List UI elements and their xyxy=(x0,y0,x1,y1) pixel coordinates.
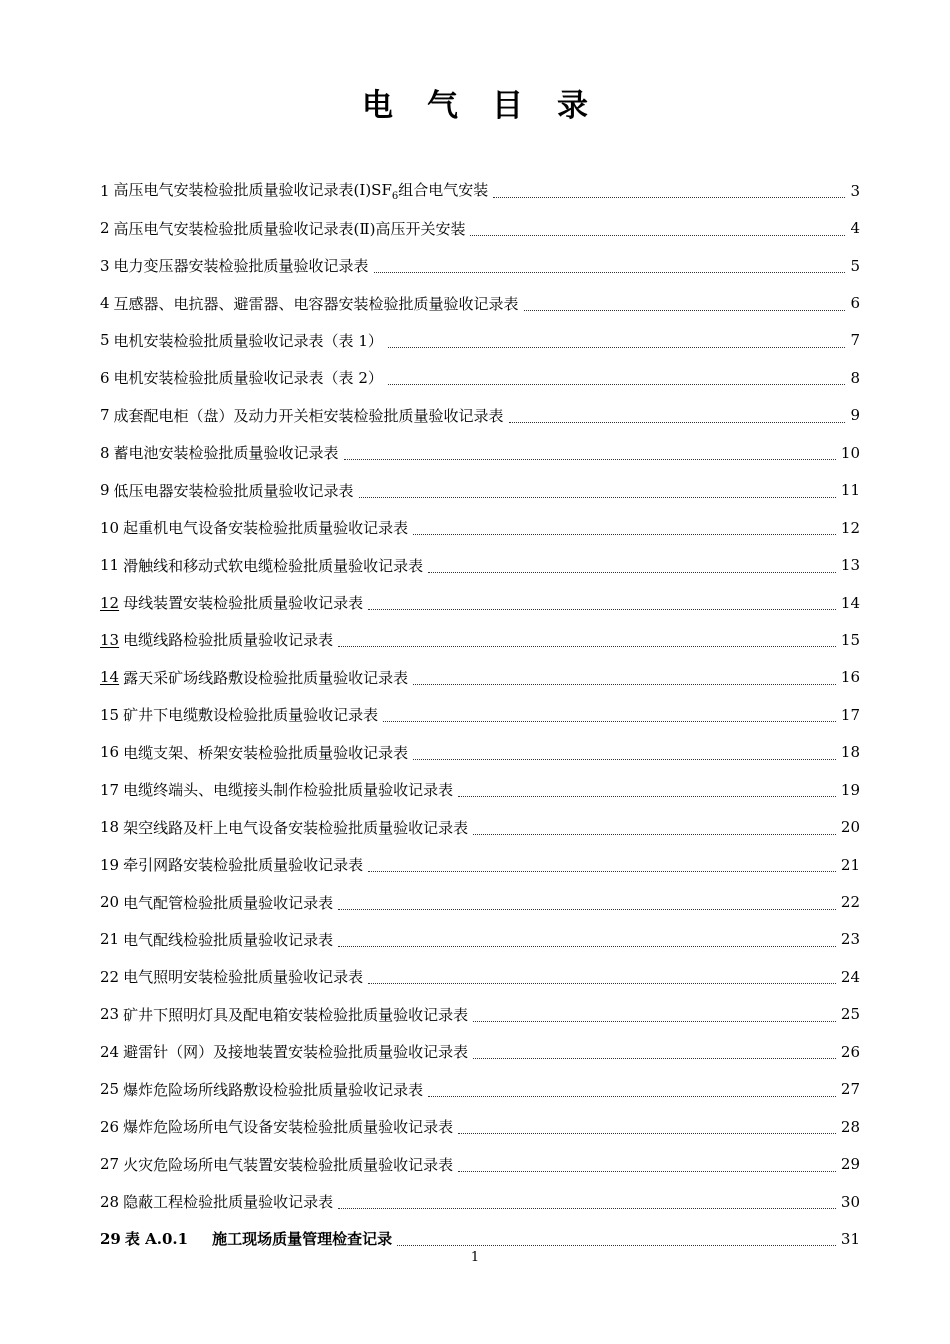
toc-entry-leader-dots xyxy=(338,928,836,947)
toc-entry-number: 3 xyxy=(100,256,110,275)
toc-entry[interactable] xyxy=(100,659,860,696)
toc-entry-title-text: 母线装置安装检验批质量验收记录表 xyxy=(123,594,364,613)
page-number: 1 xyxy=(470,1250,480,1265)
toc-entry-title xyxy=(119,629,333,650)
toc-entry-page-number: 23 xyxy=(840,930,860,949)
toc-entry-title xyxy=(119,592,363,613)
toc-entry-leader-dots xyxy=(338,628,836,647)
toc-entry[interactable] xyxy=(100,734,860,771)
toc-entry-number: 27 xyxy=(100,1155,120,1174)
toc-entry-title xyxy=(119,929,333,950)
toc-entry-page-number: 15 xyxy=(840,630,860,649)
toc-entry-page-number: 9 xyxy=(850,406,860,425)
toc-entry-page-number: 25 xyxy=(840,1005,860,1024)
toc-entry-number: 24 xyxy=(100,1042,120,1061)
toc-entry-title xyxy=(119,892,333,913)
toc-entry-title xyxy=(119,1079,423,1100)
toc-entry-title xyxy=(110,179,489,202)
toc-entry-title xyxy=(110,293,519,314)
toc-entry-page-number: 27 xyxy=(840,1080,860,1099)
toc-entry-title-text: 电气配线检验批质量验收记录表 xyxy=(123,930,334,949)
toc-entry-page-number: 31 xyxy=(840,1229,860,1248)
toc-entry-leader-dots xyxy=(368,853,836,872)
toc-entry-page-number: 29 xyxy=(840,1155,860,1174)
toc-entry[interactable] xyxy=(100,322,860,359)
toc-entry-page-number: 11 xyxy=(840,481,860,500)
toc-entry-page-number: 13 xyxy=(840,556,860,575)
toc-entry-leader-dots xyxy=(473,816,836,835)
toc-entry-leader-dots xyxy=(368,591,836,610)
toc-entry-page-number: 17 xyxy=(840,705,860,724)
toc-entry[interactable] xyxy=(100,996,860,1033)
toc-entry-title-text: 电缆终端头、电缆接头制作检验批质量验收记录表 xyxy=(123,781,454,800)
toc-entry[interactable] xyxy=(100,1108,860,1145)
toc-entry-leader-dots xyxy=(458,778,836,797)
toc-entry[interactable] xyxy=(100,472,860,509)
toc-entry-page-number: 24 xyxy=(840,967,860,986)
toc-entry-leader-dots xyxy=(359,479,836,498)
toc-entry-title-text: 低压电器安装检验批质量验收记录表 xyxy=(113,481,354,500)
toc-entry-title xyxy=(119,1116,453,1137)
toc-entry-number: 25 xyxy=(100,1080,120,1099)
toc-entry-page-number: 14 xyxy=(840,593,860,612)
toc-entry[interactable] xyxy=(100,247,860,284)
toc-entry-title xyxy=(121,1228,392,1249)
toc-entry-title-secondary: 施工现场质量管理检查记录 xyxy=(212,1230,393,1249)
toc-entry-number: 2 xyxy=(100,219,110,238)
toc-entry[interactable] xyxy=(100,209,860,246)
toc-entry-page-number: 20 xyxy=(840,818,860,837)
toc-entry-title xyxy=(119,1191,333,1212)
toc-entry-number: 10 xyxy=(100,518,120,537)
toc-entry-page-number: 28 xyxy=(840,1117,860,1136)
toc-entry-number: 8 xyxy=(100,443,110,462)
toc-entry-leader-dots xyxy=(493,179,845,198)
toc-entry-title-text: 高压电气安装检验批质量验收记录表(Ⅰ)SF xyxy=(113,181,392,200)
toc-entry-page-number: 30 xyxy=(840,1192,860,1211)
page-title: 电气目录 xyxy=(362,88,622,124)
toc-entry-number: 15 xyxy=(100,705,120,724)
toc-entry-page-number: 16 xyxy=(840,668,860,687)
toc-entry-title-text: 成套配电柜（盘）及动力开关柜安装检验批质量验收记录表 xyxy=(113,406,504,425)
toc-entry-title xyxy=(119,667,408,688)
toc-entry-page-number: 4 xyxy=(850,219,860,238)
toc-entry-title xyxy=(110,255,369,276)
toc-entry-number: 4 xyxy=(100,294,110,313)
toc-entry[interactable] xyxy=(100,397,860,434)
toc-entry-title-text: 牵引网路安装检验批质量验收记录表 xyxy=(123,856,364,875)
toc-entry-subscript: 6 xyxy=(391,191,399,203)
toc-entry-number: 17 xyxy=(100,780,120,799)
toc-entry-title xyxy=(119,854,363,875)
toc-entry-title-tail: 组合电气安装 xyxy=(398,181,489,200)
toc-entry-page-number: 19 xyxy=(840,780,860,799)
toc-entry-leader-dots xyxy=(473,1003,836,1022)
toc-entry-title xyxy=(110,330,383,351)
toc-entry[interactable] xyxy=(100,1145,860,1182)
toc-entry-page-number: 10 xyxy=(840,443,860,462)
toc-entry-leader-dots xyxy=(413,666,836,685)
toc-entry-leader-dots xyxy=(397,1227,836,1246)
toc-entry-title xyxy=(119,817,468,838)
toc-entry-number: 16 xyxy=(100,743,120,762)
toc-entry-page-number: 8 xyxy=(850,368,860,387)
toc-entry-number: 1 xyxy=(100,181,110,200)
toc-entry-page-number: 12 xyxy=(840,518,860,537)
toc-entry-number: 20 xyxy=(100,893,120,912)
toc-entry-leader-dots xyxy=(509,404,846,423)
toc-entry[interactable] xyxy=(100,958,860,995)
toc-entry-leader-dots xyxy=(428,1078,836,1097)
toc-entry-title xyxy=(119,704,378,725)
toc-entry-leader-dots xyxy=(368,965,836,984)
toc-entry-title xyxy=(119,966,363,987)
toc-entry-title xyxy=(119,779,453,800)
toc-entry[interactable] xyxy=(100,808,860,845)
toc-entry[interactable] xyxy=(100,621,860,658)
toc-entry[interactable] xyxy=(100,509,860,546)
toc-entry-title xyxy=(110,218,466,239)
toc-entry-number: 29 xyxy=(100,1229,121,1248)
toc-entry-title-text: 避雷针（网）及接地装置安装检验批质量验收记录表 xyxy=(123,1043,469,1062)
toc-entry-title-text: 电力变压器安装检验批质量验收记录表 xyxy=(113,257,369,276)
toc-entry-title-text: 爆炸危险场所线路敷设检验批质量验收记录表 xyxy=(123,1080,424,1099)
toc-entry[interactable] xyxy=(100,1183,860,1220)
toc-entry-page-number: 7 xyxy=(850,331,860,350)
toc-entry[interactable] xyxy=(100,359,860,396)
toc-entry-number: 22 xyxy=(100,967,120,986)
toc-entry-number: 19 xyxy=(100,855,120,874)
toc-entry-title-text: 爆炸危险场所电气设备安装检验批质量验收记录表 xyxy=(123,1118,454,1137)
toc-entry-leader-dots xyxy=(388,329,846,348)
toc-entry[interactable] xyxy=(100,921,860,958)
toc-entry-number: 21 xyxy=(100,930,120,949)
toc-entry-title-text: 火灾危险场所电气装置安装检验批质量验收记录表 xyxy=(123,1155,454,1174)
toc-entry[interactable] xyxy=(100,1071,860,1108)
toc-entry-leader-dots xyxy=(338,1190,836,1209)
toc-entry-leader-dots xyxy=(338,891,836,910)
toc-entry-title-text: 电缆线路检验批质量验收记录表 xyxy=(123,631,334,650)
toc-entry-leader-dots xyxy=(458,1115,836,1134)
toc-entry[interactable] xyxy=(100,172,860,209)
toc-entry-title-text: 矿井下电缆敷设检验批质量验收记录表 xyxy=(123,706,379,725)
toc-entry-leader-dots xyxy=(413,741,836,760)
toc-entry-leader-dots xyxy=(383,703,836,722)
toc-entry-number: 23 xyxy=(100,1005,120,1024)
table-of-contents xyxy=(100,172,860,1258)
toc-entry-title xyxy=(110,442,339,463)
toc-entry-title xyxy=(119,1154,453,1175)
toc-entry-title xyxy=(110,367,383,388)
toc-entry-page-number: 5 xyxy=(850,256,860,275)
toc-entry-page-number: 26 xyxy=(840,1042,860,1061)
toc-entry-title xyxy=(119,555,423,576)
toc-entry-title-text: 蓄电池安装检验批质量验收记录表 xyxy=(113,444,339,463)
toc-entry-page-number: 22 xyxy=(840,893,860,912)
toc-entry-title xyxy=(119,1004,468,1025)
toc-entry-title-text: 矿井下照明灯具及配电箱安装检验批质量验收记录表 xyxy=(123,1005,469,1024)
toc-entry-title-text: 互感器、电抗器、避雷器、电容器安装检验批质量验收记录表 xyxy=(113,294,519,313)
toc-entry-number: 6 xyxy=(100,368,110,387)
toc-entry-number: 9 xyxy=(100,481,110,500)
toc-entry-number: 14 xyxy=(100,668,120,687)
toc-entry-title-text: 架空线路及杆上电气设备安装检验批质量验收记录表 xyxy=(123,818,469,837)
toc-entry-page-number: 6 xyxy=(850,294,860,313)
toc-entry-leader-dots xyxy=(473,1040,836,1059)
toc-entry-page-number: 18 xyxy=(840,743,860,762)
toc-entry[interactable] xyxy=(100,883,860,920)
toc-entry[interactable] xyxy=(100,846,860,883)
toc-entry-number: 13 xyxy=(100,630,120,649)
toc-entry[interactable] xyxy=(100,771,860,808)
toc-entry-title xyxy=(110,480,354,501)
toc-entry-title xyxy=(119,742,408,763)
toc-entry-leader-dots xyxy=(458,1153,836,1172)
toc-entry-leader-dots xyxy=(413,516,836,535)
toc-entry-title-text: 电缆支架、桥架安装检验批质量验收记录表 xyxy=(123,743,409,762)
toc-entry-leader-dots xyxy=(374,254,846,273)
toc-entry[interactable] xyxy=(100,546,860,583)
toc-entry-title-text: 表 A.0.1 xyxy=(124,1230,189,1249)
toc-entry-title-text: 电气配管检验批质量验收记录表 xyxy=(123,893,334,912)
toc-entry-title xyxy=(110,405,504,426)
toc-entry-number: 26 xyxy=(100,1117,120,1136)
toc-entry-title-text: 电机安装检验批质量验收记录表（表 2） xyxy=(113,369,383,388)
toc-entry[interactable] xyxy=(100,584,860,621)
toc-entry[interactable] xyxy=(100,696,860,733)
toc-entry-number: 7 xyxy=(100,406,110,425)
toc-entry-number: 18 xyxy=(100,818,120,837)
toc-entry-title-text: 电气照明安装检验批质量验收记录表 xyxy=(123,968,364,987)
toc-entry[interactable] xyxy=(100,434,860,471)
toc-entry[interactable] xyxy=(100,284,860,321)
toc-entry-number: 28 xyxy=(100,1192,120,1211)
toc-entry-title-text: 起重机电气设备安装检验批质量验收记录表 xyxy=(123,519,409,538)
toc-entry-leader-dots xyxy=(388,366,846,385)
toc-entry-title xyxy=(119,517,408,538)
toc-entry-number: 5 xyxy=(100,331,110,350)
toc-entry-leader-dots xyxy=(524,292,846,311)
toc-entry[interactable] xyxy=(100,1033,860,1070)
toc-entry-title-text: 隐蔽工程检验批质量验收记录表 xyxy=(123,1193,334,1212)
toc-entry-leader-dots xyxy=(470,217,845,236)
toc-entry-leader-dots xyxy=(428,554,836,573)
toc-entry-number: 11 xyxy=(100,556,120,575)
toc-entry-title xyxy=(119,1041,468,1062)
toc-entry-title-text: 滑触线和移动式软电缆检验批质量验收记录表 xyxy=(123,556,424,575)
toc-entry-leader-dots xyxy=(344,441,836,460)
toc-entry-title-text: 高压电气安装检验批质量验收记录表(Ⅱ)高压开关安装 xyxy=(113,219,466,238)
toc-entry-number: 12 xyxy=(100,593,120,612)
toc-entry-page-number: 3 xyxy=(850,181,860,200)
toc-entry-title-text: 电机安装检验批质量验收记录表（表 1） xyxy=(113,331,383,350)
toc-entry-title-text: 露天采矿场线路敷设检验批质量验收记录表 xyxy=(123,668,409,687)
toc-entry-page-number: 21 xyxy=(840,855,860,874)
